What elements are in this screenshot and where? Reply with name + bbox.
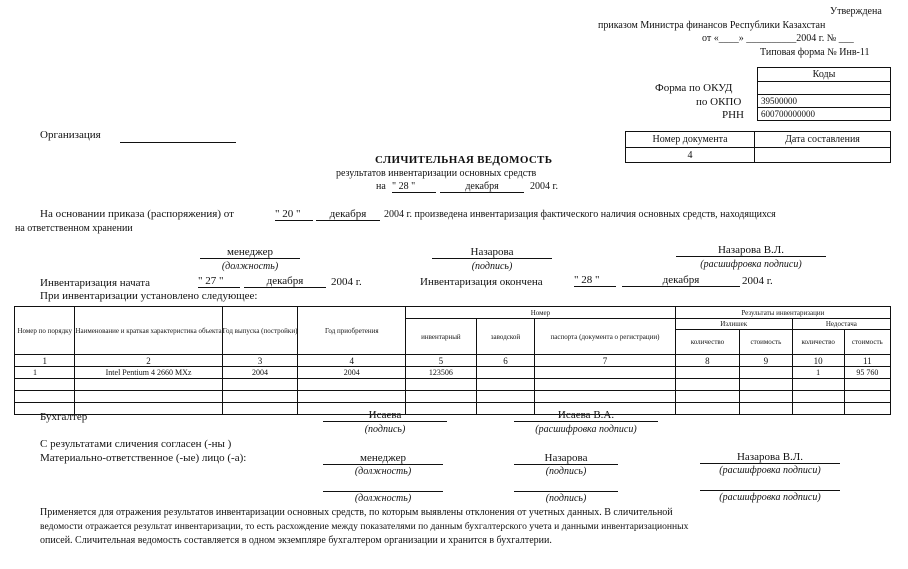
okud-code-cell [758, 82, 891, 95]
agreement-decoding: Назарова В.Л. [700, 451, 840, 464]
row-surplus-qty [675, 367, 739, 379]
doc-number-header: Номер документа [626, 132, 755, 148]
agreement-position: менеджер [323, 452, 443, 465]
header-inventory-num: инвентарный [406, 319, 476, 355]
form-type: Типовая форма № Инв-11 [760, 47, 870, 58]
okud-label: Форма по ОКУД [655, 82, 733, 94]
responsible-signature-caption: (подпись) [471, 261, 513, 272]
doc-number-table [625, 131, 891, 163]
inventory-start-label: Инвентаризация начата [40, 277, 151, 289]
footnote-line1: Применяется для отражения результатов инвентаризации основных средств, по которым выявлены отклонения от учетных данных. В сличительной [40, 507, 673, 518]
agreement-decoding-caption: (расшифровка подписи) [719, 465, 821, 476]
table-row [15, 367, 891, 379]
title-year: 2004 г. [530, 181, 558, 192]
row-name: Intel Pentium 4 2660 MXz [75, 367, 222, 379]
rnn-label: РНН [722, 109, 745, 121]
title-day: " 28 " [392, 181, 436, 193]
col-num-11: 11 [844, 355, 890, 367]
codes-header: Коды [758, 68, 891, 82]
col-num-8: 8 [675, 355, 739, 367]
responsible-position-caption: (должность) [221, 261, 279, 272]
agreement-position-line2 [323, 491, 443, 492]
agreement-position-caption2: (должность) [354, 493, 412, 504]
col-num-2: 2 [75, 355, 222, 367]
header-year: Год выпуска (постройки) [222, 307, 298, 355]
inventory-end-label: Инвентаризация окончена [420, 276, 543, 288]
header-shortage: Недостача [792, 319, 890, 330]
basis-line2: на ответственном хранении [15, 223, 133, 234]
row-surplus-cost [740, 367, 793, 379]
title-date-prefix: на [376, 181, 386, 192]
header-surplus-cost: стоимость [740, 330, 793, 355]
inventory-start-month: декабря [244, 275, 326, 288]
inventory-start-year: 2004 г. [331, 276, 362, 288]
agreement-decoding-line2 [700, 490, 840, 491]
row-passport [535, 367, 675, 379]
agreement-line2: Материально-ответственное (-ые) лицо (-а): [40, 452, 247, 464]
accountant-signature-caption: (подпись) [364, 424, 406, 435]
document-subtitle: результатов инвентаризации основных средств [336, 168, 537, 179]
table-row-empty [15, 403, 891, 415]
codes-table [757, 67, 891, 121]
header-surplus-qty: количество [675, 330, 739, 355]
col-num-5: 5 [406, 355, 476, 367]
rnn-code-cell: 600700000000 [758, 108, 891, 121]
agreement-signature-line2 [514, 491, 618, 492]
table-row-empty [15, 391, 891, 403]
table-row-empty [15, 379, 891, 391]
responsible-signature: Назарова [432, 246, 552, 259]
accountant-decoding-caption: (расшифровка подписи) [535, 424, 637, 435]
col-num-9: 9 [740, 355, 793, 367]
inventory-end-month: декабря [622, 274, 740, 287]
row-year: 2004 [222, 367, 298, 379]
title-month: декабря [440, 181, 524, 193]
header-num: Номер по порядку [15, 307, 75, 355]
footnote-line3: описей. Сличительная ведомость составляется в одном экземпляре бухгалтером организации и хранится в бухгалтерии. [40, 535, 552, 546]
inventory-finding: При инвентаризации установлено следующее: [40, 290, 258, 302]
col-num-7: 7 [535, 355, 675, 367]
okpo-code-cell: 39500000 [758, 95, 891, 108]
inventory-end-year: 2004 г. [742, 275, 773, 287]
inventory-table [14, 306, 891, 415]
row-factory-num [476, 367, 535, 379]
col-num-3: 3 [222, 355, 298, 367]
responsible-decoding: Назарова В.Л. [676, 244, 826, 257]
responsible-decoding-caption: (расшифровка подписи) [700, 259, 802, 270]
accountant-decoding: Исаева В.А. [514, 409, 658, 422]
doc-date-value [755, 148, 891, 163]
organization-label: Организация [40, 129, 101, 141]
header-acquisition: Год приобретения [298, 307, 406, 355]
header-shortage-qty: количество [792, 330, 844, 355]
agreement-position-caption: (должность) [354, 466, 412, 477]
basis-day: " 20 " [275, 208, 313, 221]
agreement-signature-caption: (подпись) [545, 466, 587, 477]
doc-date-header: Дата составления [755, 132, 891, 148]
approval-line2: приказом Министра финансов Республики Казахстан [598, 20, 826, 31]
row-num: 1 [15, 367, 75, 379]
doc-number-value: 4 [626, 148, 755, 163]
inventory-end-day: " 28 " [574, 274, 616, 287]
row-acquisition: 2004 [298, 367, 406, 379]
row-inventory-num: 123506 [406, 367, 476, 379]
accountant-signature: Исаева [323, 409, 447, 422]
header-passport: паспорта (документа о регистрации) [535, 319, 675, 355]
agreement-decoding-caption2: (расшифровка подписи) [719, 492, 821, 503]
basis-month: декабря [316, 208, 380, 221]
header-surplus: Излишек [675, 319, 792, 330]
header-shortage-cost: стоимость [844, 330, 890, 355]
footnote-line2: ведомости отражается результат инвентаризации, то есть расхождение между показателями по данным бухгалтерского учета и данными инвентаризационных [40, 521, 689, 532]
approval-line3: от «____» __________2004 г. № ___ [702, 33, 854, 44]
inventory-start-day: " 27 " [198, 275, 240, 288]
basis-text-a: На основании приказа (распоряжения) от [40, 208, 234, 220]
header-number-group: Номер [406, 307, 676, 319]
accountant-label: Бухгалтер [40, 411, 88, 423]
header-name: Наименование и краткая характеристика объекта [75, 307, 222, 355]
header-results: Результаты инвентаризации [675, 307, 890, 319]
agreement-signature: Назарова [514, 452, 618, 465]
row-shortage-qty: 1 [792, 367, 844, 379]
row-shortage-cost: 95 760 [844, 367, 890, 379]
header-factory-num: заводской [476, 319, 535, 355]
okpo-label: по ОКПО [696, 96, 742, 108]
agreement-signature-caption2: (подпись) [545, 493, 587, 504]
approval-line1: Утверждена [830, 6, 882, 17]
responsible-position: менеджер [200, 246, 300, 259]
col-num-1: 1 [15, 355, 75, 367]
col-num-4: 4 [298, 355, 406, 367]
agreement-line1: С результатами сличения согласен (-ны ) [40, 438, 232, 450]
organization-field [120, 142, 236, 143]
col-num-6: 6 [476, 355, 535, 367]
document-title: СЛИЧИТЕЛЬНАЯ ВЕДОМОСТЬ [375, 154, 553, 166]
basis-text-b: 2004 г. произведена инвентаризация фактического наличия основных средств, находящихся [384, 209, 776, 220]
col-num-10: 10 [792, 355, 844, 367]
